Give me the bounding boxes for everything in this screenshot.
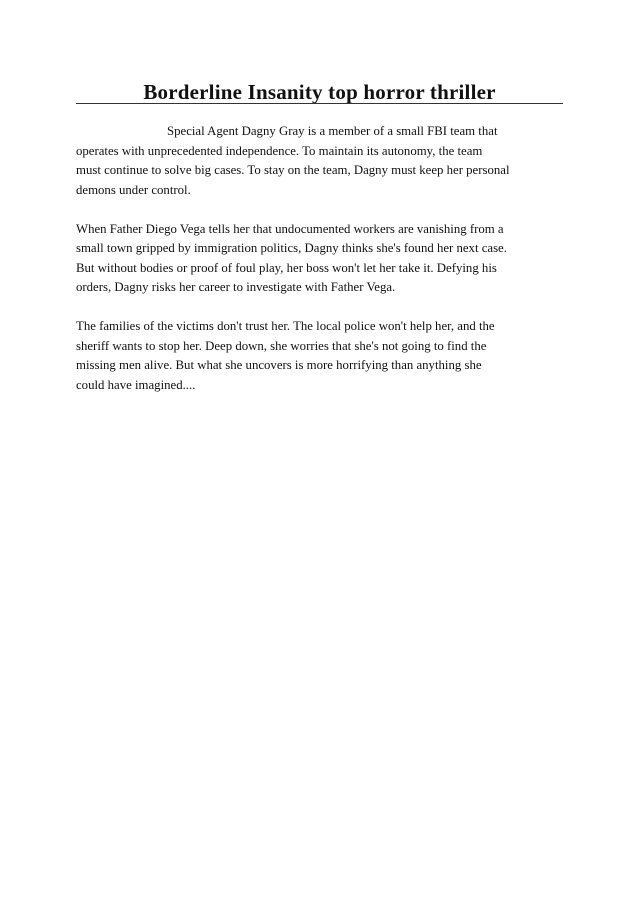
title-underline [76,103,563,104]
paragraph-line: missing men alive. But what she uncovers is more horrifying than anything she [76,358,482,372]
paragraph-3 [76,317,566,395]
paragraph-line: The families of the victims don't trust her. The local police won't help her, and the [76,319,495,333]
document-title: Borderline Insanity top horror thriller [143,80,496,104]
document-body [76,122,566,415]
paragraph-line: demons under control. [76,182,191,197]
paragraph-line: must continue to solve big cases. To stay on the team, Dagny must keep her personal [76,163,510,177]
paragraph-line: Special Agent Dagny Gray is a member of a small FBI team that [167,124,498,138]
paragraph-2 [76,220,566,298]
paragraph-line: could have imagined.... [76,377,196,392]
paragraph-1 [76,122,566,200]
paragraph-line: But without bodies or proof of foul play, her boss won't let her take it. Defying his [76,260,497,275]
paragraph-line: small town gripped by immigration politics, Dagny thinks she's found her next case. [76,241,507,255]
paragraph-line: When Father Diego Vega tells her that undocumented workers are vanishing from a [76,221,504,236]
paragraph-line: sheriff wants to stop her. Deep down, she worries that she's not going to find the [76,338,487,353]
paragraph-line: orders, Dagny risks her career to investigate with Father Vega. [76,280,396,294]
paragraph-line: operates with unprecedented independence. To maintain its autonomy, the team [76,143,483,158]
